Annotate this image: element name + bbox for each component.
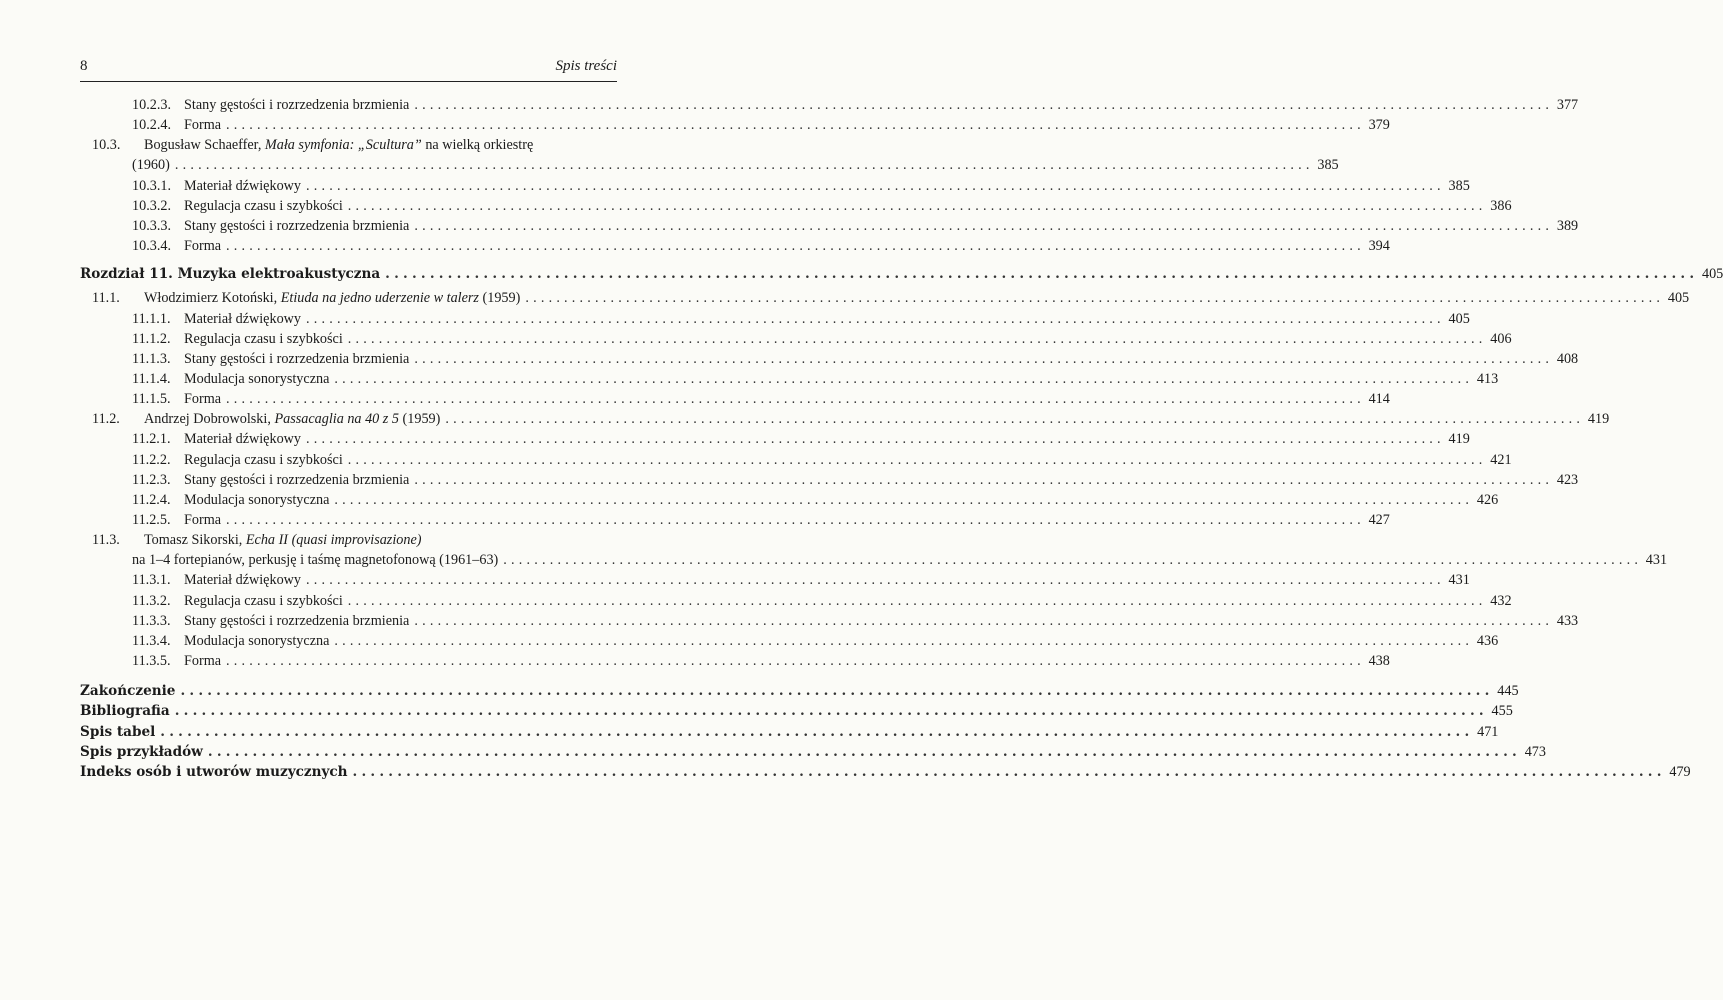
toc-entry[interactable] (80, 681, 1519, 701)
entry-title: Materiał dźwiękowy (184, 572, 302, 589)
toc-entry[interactable] (80, 288, 1690, 308)
entry-title (144, 135, 533, 155)
entry-number: 11.3.4. (132, 632, 171, 649)
entry-title: Modulacja sonorystyczna (184, 370, 330, 387)
leader-dots (409, 611, 1556, 631)
toc-entry[interactable] (80, 611, 1579, 631)
page-ref: 385 (1317, 157, 1339, 174)
entry-number: 11.2.2. (132, 451, 171, 468)
entry-title: Regulacja czasu i szybkości (184, 197, 343, 214)
entry-title: Spis przykładów (80, 743, 203, 760)
leader-dots (221, 651, 1368, 671)
entry-title: Indeks osób i utworów muzycznych (80, 763, 348, 780)
header-rule (80, 81, 617, 82)
page-ref: 423 (1556, 471, 1579, 488)
page-ref: 436 (1476, 632, 1499, 649)
entry-number: 11.1.3. (132, 350, 171, 367)
leader-dots (343, 591, 1490, 611)
toc-entry[interactable] (80, 429, 1470, 449)
toc-entry[interactable] (80, 722, 1499, 742)
entry-title: Forma (184, 512, 222, 528)
leader-dots (343, 329, 1490, 349)
entry-title: na 1–4 fortepianów, perkusję i taśmę magnetofonową (1961–63) (132, 552, 499, 569)
page-ref: 433 (1556, 612, 1579, 629)
page-ref: 406 (1490, 330, 1512, 347)
page-ref: 419 (1587, 411, 1610, 428)
leader-dots (221, 236, 1368, 256)
entry-number: 11.2. (92, 411, 120, 428)
leader-dots (203, 742, 1524, 762)
toc-entry[interactable] (80, 631, 1499, 651)
leader-dots (170, 155, 1317, 175)
toc-entry[interactable] (80, 196, 1512, 216)
entry-text: (1959) (478, 290, 521, 307)
toc-entry[interactable] (80, 701, 1513, 721)
page-ref: 431 (1448, 572, 1470, 589)
leader-dots (348, 762, 1669, 782)
entry-title: Forma (184, 653, 222, 670)
page-ref: 419 (1448, 431, 1470, 448)
page-ref: 405 (1667, 290, 1690, 307)
entry-number: 10.3.4. (132, 238, 172, 255)
entry-text: Bogusław Schaeffer, (144, 137, 265, 154)
page-header (80, 58, 617, 78)
page-ref: 421 (1490, 451, 1512, 468)
entry-title: Regulacja czasu i szybkości (184, 592, 343, 609)
leader-dots (301, 309, 1448, 329)
entry-number: 11.1. (92, 290, 120, 307)
entry-title: Modulacja sonorystyczna (184, 491, 330, 508)
entry-title: Materiał dźwiękowy (184, 177, 302, 194)
toc-entry[interactable] (80, 115, 1390, 135)
page-ref: 455 (1491, 703, 1513, 720)
toc-entry[interactable] (80, 369, 1499, 389)
leader-dots (498, 550, 1645, 570)
entry-title: Rozdział 11. Muzyka elektroakustyczna (80, 266, 381, 283)
entry-title: Materiał dźwiękowy (184, 431, 302, 448)
page-ref: 431 (1645, 552, 1668, 569)
toc-entry[interactable] (80, 550, 1668, 570)
leader-dots (221, 115, 1368, 135)
entry-number: 11.1.5. (132, 391, 171, 408)
page-ref: 445 (1497, 683, 1519, 700)
entry-number: 11.3.2. (132, 592, 171, 609)
toc-entry[interactable] (80, 450, 1512, 470)
page-ref: 386 (1490, 197, 1512, 214)
leader-dots (440, 409, 1587, 429)
entry-number: 11.3. (92, 532, 120, 549)
running-title: Spis treści (555, 58, 617, 74)
page-ref: 394 (1368, 238, 1390, 255)
page-ref: 405 (1701, 266, 1723, 283)
leader-dots (329, 369, 1476, 389)
toc-entry[interactable] (80, 329, 1512, 349)
page-ref: 408 (1556, 350, 1579, 367)
page-ref: 426 (1476, 491, 1499, 508)
entry-title: Bibliografia (80, 703, 170, 720)
leader-dots (221, 389, 1368, 409)
page-ref: 414 (1368, 391, 1390, 408)
toc-entry[interactable] (80, 409, 1610, 429)
entry-text: na wielką orkiestrę (421, 137, 534, 154)
entry-number: 11.2.3. (132, 471, 171, 488)
work-title: Mała symfonia: „Scultura” (264, 137, 422, 154)
page-ref: 385 (1448, 177, 1470, 194)
leader-dots (409, 470, 1556, 490)
entry-title (144, 409, 440, 429)
toc-entry[interactable] (80, 470, 1579, 490)
page-ref: 377 (1556, 97, 1579, 113)
page-ref: 432 (1490, 592, 1512, 609)
leader-dots (343, 450, 1490, 470)
page-ref: 389 (1556, 217, 1579, 234)
leader-dots (380, 264, 1701, 284)
leader-dots (409, 95, 1556, 115)
entry-title (144, 530, 421, 550)
entry-number: 11.2.1. (132, 431, 171, 448)
entry-title: Materiał dźwiękowy (184, 310, 302, 327)
toc-entry[interactable] (80, 530, 617, 550)
entry-title: Regulacja czasu i szybkości (184, 451, 343, 468)
toc-entry[interactable] (80, 135, 617, 155)
entry-text: (1959) (398, 411, 441, 428)
toc-entry[interactable] (80, 651, 1390, 671)
entry-title: (1960) (132, 157, 170, 174)
entry-title: Forma (184, 117, 222, 134)
entry-title (144, 288, 520, 308)
leader-dots (329, 490, 1476, 510)
entry-number: 10.3.2. (132, 197, 172, 214)
entry-number: 10.3. (92, 137, 121, 154)
entry-title: Stany gęstości i rozrzedzenia brzmienia (184, 612, 410, 629)
leader-dots (301, 176, 1448, 196)
entry-text: Andrzej Dobrowolski, (144, 411, 275, 428)
leader-dots (520, 288, 1667, 308)
page-ref: 473 (1524, 743, 1546, 760)
entry-title: Stany gęstości i rozrzedzenia brzmienia (184, 217, 410, 234)
work-title: Echa II (quasi improvisazione) (245, 532, 422, 549)
page-ref: 379 (1368, 117, 1390, 134)
leader-dots (221, 510, 1368, 530)
leader-dots (155, 722, 1476, 742)
entry-number: 11.1.4. (132, 370, 171, 387)
entry-text: Włodzimierz Kotoński, (144, 290, 281, 307)
toc-entry[interactable] (80, 389, 1390, 409)
leader-dots (343, 196, 1490, 216)
page-ref: 413 (1476, 370, 1499, 387)
page-ref: 479 (1669, 763, 1691, 780)
toc-entry[interactable] (80, 236, 1390, 256)
leader-dots (170, 701, 1491, 721)
entry-number: 11.2.5. (132, 512, 171, 528)
toc-entry[interactable] (80, 510, 1390, 530)
entry-title: Forma (184, 391, 222, 408)
leader-dots (175, 681, 1496, 701)
leader-dots (329, 631, 1476, 651)
entry-number: 11.2.4. (132, 491, 171, 508)
toc-entry[interactable] (80, 155, 1339, 175)
entry-number: 10.2.4. (132, 117, 172, 134)
toc-entry[interactable] (80, 570, 1470, 590)
toc-entry[interactable] (80, 742, 1546, 762)
toc-entry[interactable] (80, 95, 1579, 115)
work-title: Etiuda na jedno uderzenie w talerz (280, 290, 479, 307)
entry-title: Modulacja sonorystyczna (184, 632, 330, 649)
entry-title: Stany gęstości i rozrzedzenia brzmienia (184, 350, 410, 367)
entry-title: Spis tabel (80, 723, 156, 740)
leader-dots (301, 429, 1448, 449)
page-ref: 427 (1368, 512, 1390, 528)
entry-text: Tomasz Sikorski, (144, 532, 246, 549)
page-ref: 438 (1368, 653, 1390, 670)
entry-number: 11.1.1. (132, 310, 171, 327)
leader-dots (409, 349, 1556, 369)
entry-title: Stany gęstości i rozrzedzenia brzmienia (184, 471, 410, 488)
toc-entry[interactable] (80, 176, 1470, 196)
entry-number: 11.3.3. (132, 612, 171, 629)
page-ref: 405 (1448, 310, 1470, 327)
entry-number: 10.3.1. (132, 177, 172, 194)
entry-title: Stany gęstości i rozrzedzenia brzmienia (184, 97, 410, 113)
leader-dots (409, 216, 1556, 236)
toc-entry[interactable] (80, 591, 1512, 611)
toc-entry[interactable] (80, 762, 1691, 782)
toc-entry[interactable] (80, 216, 1579, 236)
work-title: Passacaglia na 40 z 5 (274, 411, 399, 428)
entry-number: 11.1.2. (132, 330, 171, 347)
entry-number: 10.3.3. (132, 217, 172, 234)
toc-entry[interactable] (80, 309, 1470, 329)
entry-number: 11.3.1. (132, 572, 171, 589)
page-ref: 471 (1477, 723, 1499, 740)
toc-entry[interactable] (80, 490, 1499, 510)
toc-entry[interactable] (80, 349, 1579, 369)
toc-entry[interactable] (80, 264, 1723, 284)
entry-title: Regulacja czasu i szybkości (184, 330, 343, 347)
entry-number: 11.3.5. (132, 653, 171, 670)
entry-title: Forma (184, 238, 222, 255)
entry-number: 10.2.3. (132, 97, 172, 113)
leader-dots (301, 570, 1448, 590)
page-number: 8 (80, 58, 88, 74)
entry-title: Zakończenie (80, 683, 176, 700)
